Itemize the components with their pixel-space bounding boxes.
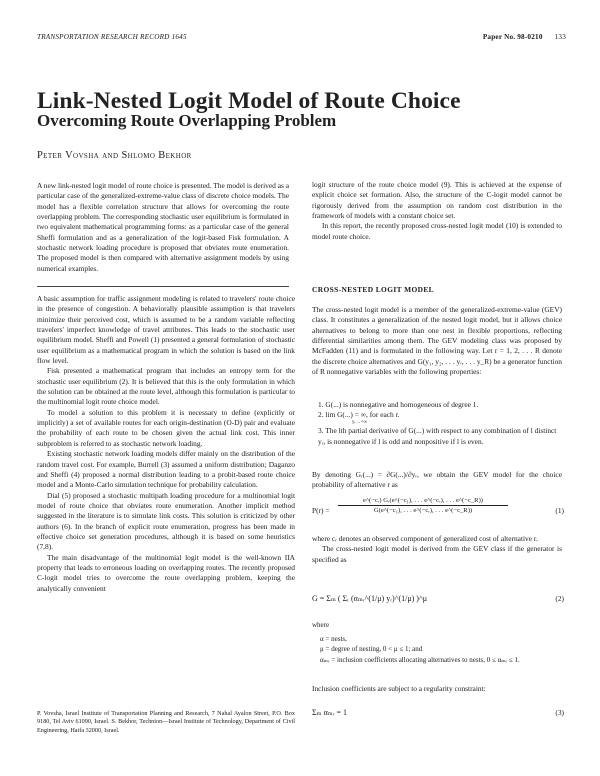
eq2-number: (2) [555, 594, 564, 603]
body-paragraph: In this report, the recently proposed cross-nested logit model (10) is extended to model route choice. [312, 221, 562, 241]
paper-subtitle: Overcoming Route Overlapping Problem [37, 111, 337, 130]
page-number: 133 [554, 33, 566, 41]
paper-title: Link-Nested Logit Model of Route Choice [37, 88, 461, 114]
eq1-numerator: e^(−cᵣ) Gᵣ(e^(−c₁), . . . e^(−cᵣ), . . . e^(−c_R)) [338, 497, 508, 506]
definition-item: α = nests, [320, 635, 347, 644]
right-column-intro [312, 180, 562, 242]
body-paragraph: logit structure of the route choice model (9). This is achieved at the expense of explicit choice set formation. Also, the structure of the C-logit model cannot be rigorously derived from the assumption on random cost distribution in the framework of models with a constant choice set. [312, 180, 562, 221]
denoting-paragraph [312, 470, 562, 491]
eq1-number: (1) [555, 506, 564, 515]
eq2-expression: G = Σₘ ( Σᵣ (αₘᵣ^(1/μ) yᵣ)^(1/μ) )^μ [312, 594, 427, 603]
eq1-denominator: G(e^(−c₁), . . . e^(−cᵣ), . . . e^(−c_R)) [373, 507, 473, 514]
property-item: 1. G(...) is nonnegative and homogeneous of degree 1. [318, 400, 479, 409]
post-eq1-text [312, 534, 562, 565]
right-column-gev [312, 305, 562, 377]
lim-subscript: yᵣ→+∞ [352, 420, 368, 426]
left-column-body [37, 294, 295, 594]
body-paragraph: where cᵣ denotes an observed component of generalized cost of alternative r. [312, 534, 538, 543]
definition-item: αₘᵣ = inclusion coefficients allocating alternatives to nests, 0 ≤ αₘᵣ ≤ 1. [320, 655, 520, 664]
running-head-journal: TRANSPORTATION RESEARCH RECORD 1645 [37, 33, 187, 41]
body-paragraph: By denoting Gᵣ(...) = ∂G(...)/∂yᵣ, we obtain the GEV model for the choice probability of alternative r as [312, 470, 562, 490]
author-footnote: P. Vovsha, Israel Institute of Transportation Planning and Research, 7 Nahal Ayalon Street, P.O. Box 9180, Tel Aviv 61090, Israel. S. Bekhor, Technion—Israel Institute of Technology, Department of Civil Engineering, Haifa 32000, Israel. [37, 710, 295, 734]
eq1-lhs: P(r) = [312, 506, 330, 515]
properties-list [318, 400, 562, 447]
body-paragraph: A basic assumption for traffic assignment modeling is related to travelers' route choice in the presence of congestion. A behaviorally plausible assumption is that travelers minimize their perceived cost, which is assumed to be a random variable reflecting travelers' imperfect knowledge of travel attributes. This leads to the stochastic user equilibrium model. Sheffi and Powell (1) presented a general formulation of stochastic user equilibrium as a mathematical program in which the solution is based on the link flow level. [37, 294, 295, 366]
equation-1 [312, 497, 564, 525]
body-paragraph: Existing stochastic network loading models differ mainly on the distribution of the random travel cost. For example, Burrell (3) assumed a uniform distribution; Daganzo and Sheffi (4) proposed a normal distribution leading to a probit-based route choice model and a Monte-Carlo simulation technique for probability calculation. [37, 449, 295, 490]
inclusion-paragraph [312, 684, 562, 694]
definition-item: μ = degree of nesting, 0 < μ ≤ 1; and [320, 645, 423, 654]
definitions-block [312, 620, 564, 665]
abstract [37, 181, 289, 274]
abstract-divider [37, 286, 289, 287]
eq3-number: (3) [555, 708, 564, 717]
body-paragraph: Inclusion coefficients are subject to a regularity constraint: [312, 684, 486, 693]
equation-2 [312, 585, 564, 615]
property-item: 3. The lth partial derivative of G(...) with respect to any combination of l distinct yᵣ, is nonnegative if l is odd and nonpositive if l is even. [318, 426, 557, 446]
body-paragraph: Dial (5) proposed a stochastic multipath loading procedure for a multinomial logit model of route choice that obviates route enumeration. Another implicit method suggested in the literature is to simulate link costs. This solution is criticized by other authors (6). In the branch of explicit route enumeration, progress has been made in effective choice set generation procedures, although it is based on some heuristics (7,8). [37, 490, 295, 552]
where-label: where [312, 621, 330, 629]
paper-authors: Peter Vovsha and Shlomo Bekhor [37, 150, 192, 161]
section-heading: CROSS-NESTED LOGIT MODEL [312, 285, 434, 294]
eq3-expression: Σₘ αₘᵣ = 1 [312, 708, 348, 717]
running-head-right [483, 33, 566, 41]
eq1-fraction [338, 497, 508, 514]
body-paragraph: The main disadvantage of the multinomial logit model is the well-known IIA property that leads to erroneous loading on overlapping routes. The recently proposed C-logit model tries to overcome the route overlapping problem, keeping the analytically convenient [37, 552, 295, 593]
body-paragraph: The cross-nested logit model is a member of the generalized-extreme-value (GEV) class. It constitutes a generalization of the nested logit model, but it allows choice alternatives to belong to more than one nest in flexible proportions, reflecting differential similarities among them. The GEV modeling class was proposed by McFadden (11) and is formulated in the following way. Let r = 1, 2, . . . R denote the discrete choice alternatives and G(y₁, y₂, . . . yᵣ, . . . y_R) be a generator function of R nonnegative variables with the following properties: [312, 305, 562, 377]
property-item: 2. lim G(...) = ∞, for each r. [318, 410, 400, 420]
body-paragraph: The cross-nested logit model is derived from the GEV class if the generator is specified as [312, 544, 562, 564]
body-paragraph: To model a solution to this problem it is necessary to define (explicitly or implicitly) a set of available routes for each origin-destination (O-D) pair and evaluate the probability of each route to be chosen given the actual link cost. This inner subproblem is referred to as stochastic network loading. [37, 407, 295, 448]
abstract-text: A new link-nested logit model of route choice is presented. The model is derived as a particular case of the generalized-extreme-value class of discrete choice models. The model has a flexible correlation structure that allows for overcoming the route overlapping problem. The corresponding stochastic user equilibrium is formulated in two equivalent mathematical programming forms: as a particular case of the general Sheffi formulation and as a generalization of the logit-based Fisk formulation. A stochastic network loading procedure is proposed that obviates route enumeration. The proposed model is then compared with alternative assignment models by using numerical examples. [37, 181, 289, 273]
equation-3 [312, 706, 564, 724]
body-paragraph: Fisk presented a mathematical program that includes an entropy term for the stochastic user equilibrium (2). It is believed that this is the only formulation in which the solution can be obtained at the route level, although this formulation is particular to the multinomial logit route choice model. [37, 366, 295, 407]
paper-number: Paper No. 98-0210 [482, 33, 543, 41]
